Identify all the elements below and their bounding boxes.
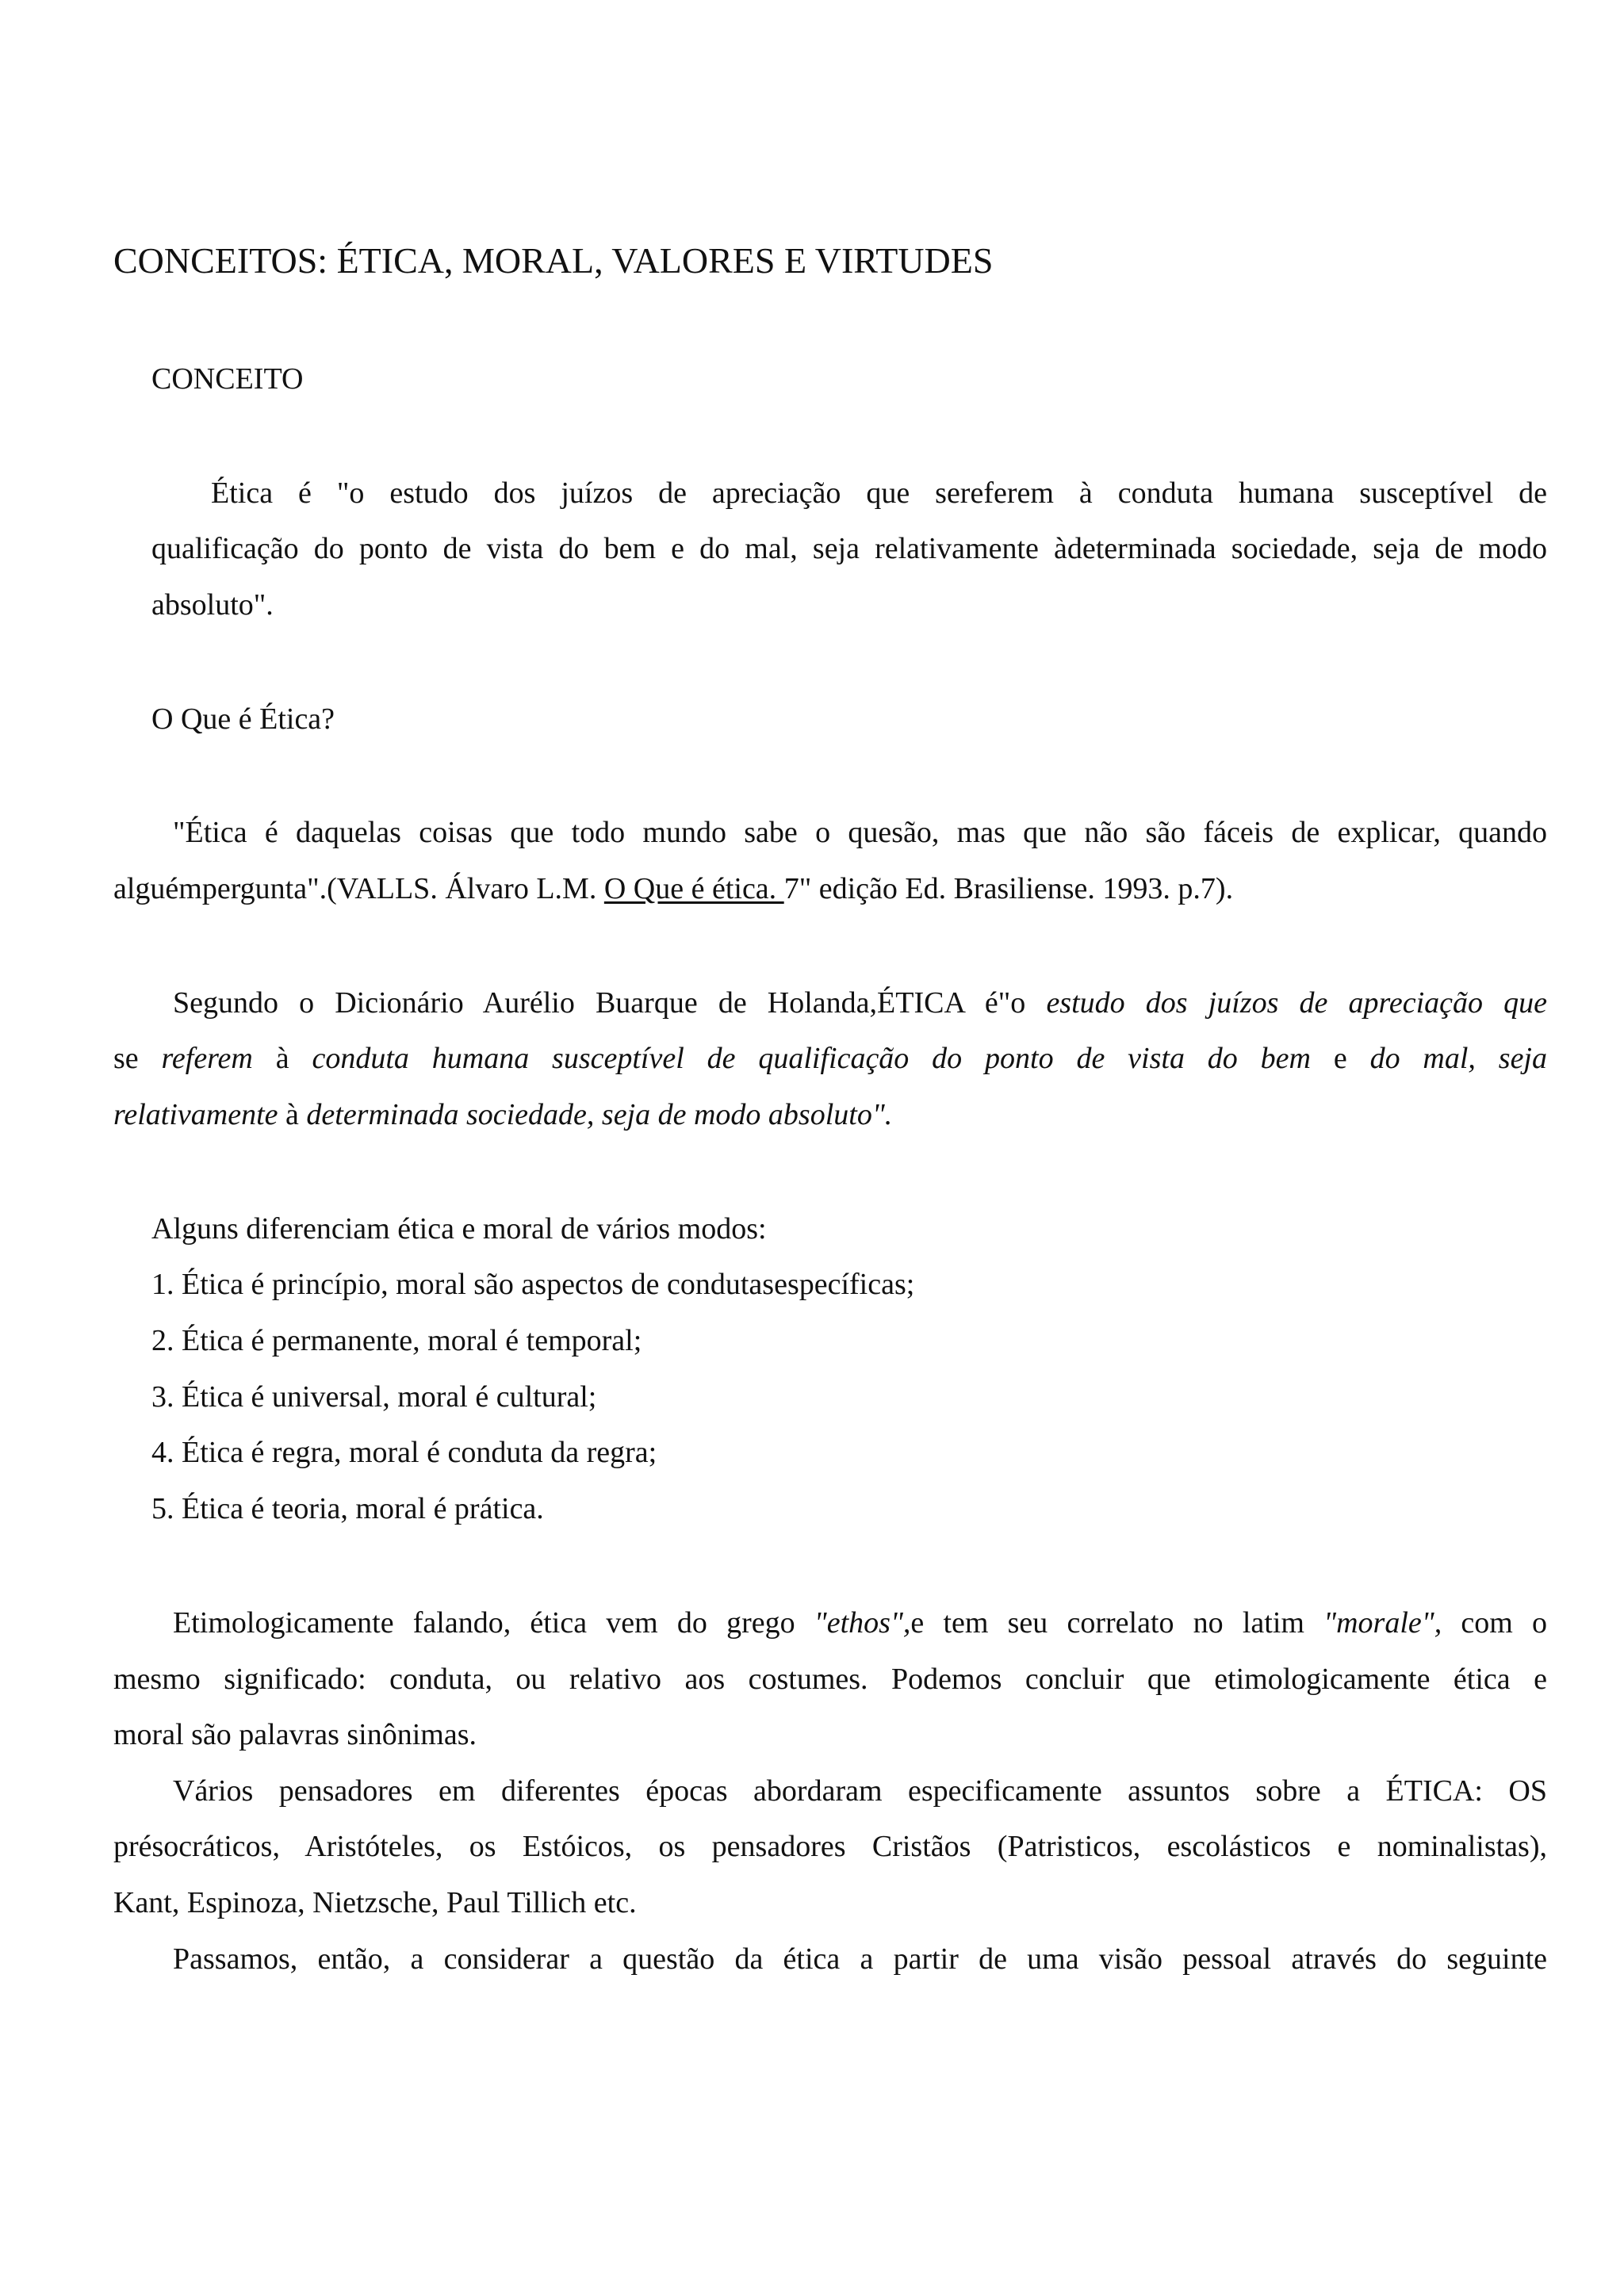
p2-citation-after: 7" edição Ed. Brasiliense. 1993. p.7).	[783, 872, 1234, 905]
list-item: 3. Ética é universal, moral é cultural;	[151, 1380, 597, 1414]
p5-line-1: Vários pensadores em diferentes épocas abordaram especificamente assuntos sobre a ÉTICA: OS	[173, 1774, 1547, 1808]
p2-line-2	[113, 870, 1547, 908]
p3-line-1	[113, 984, 1547, 1022]
p3-l2-d: conduta humana susceptível de qualificação do ponto de vista do bem	[312, 1042, 1311, 1075]
p6-line-1: Passamos, então, a considerar a questão da ética a partir de uma visão pessoal através do seguinte	[173, 1942, 1547, 1976]
p3-l3-b: à	[278, 1098, 307, 1131]
p3-l3-c: determinada sociedade, seja de modo absoluto".	[306, 1098, 893, 1131]
p2-line-1: "Ética é daquelas coisas que todo mundo sabe o quesão, mas que não são fáceis de explicar, quando	[173, 816, 1547, 849]
p4-line-2: mesmo significado: conduta, ou relativo aos costumes. Podemos concluir que etimologicamente ética e	[113, 1663, 1547, 1696]
p3-line-2	[113, 1039, 1547, 1077]
p5-line-3: Kant, Espinoza, Nietzsche, Paul Tillich etc.	[113, 1886, 637, 1919]
p3-l1-b: estudo dos juízos de apreciação que	[1046, 986, 1547, 1020]
p5-line-2: présocráticos, Aristóteles, os Estóicos, os pensadores Cristãos (Patristicos, escolásticos e nominalistas),	[113, 1830, 1547, 1863]
p4-line-1	[113, 1604, 1547, 1642]
p4-ethos: "ethos",	[814, 1606, 911, 1640]
list-item: 1. Ética é princípio, moral são aspectos de condutasespecíficas;	[151, 1268, 915, 1301]
p3-l2-a: se	[113, 1042, 162, 1075]
list-item: 4. Ética é regra, moral é conduta da regra;	[151, 1436, 657, 1469]
p3-l2-b: referem	[161, 1042, 253, 1075]
p2-citation-before: alguémpergunta".(VALLS. Álvaro L.M.	[113, 872, 604, 905]
list-intro: Alguns diferenciam ética e moral de vários modos:	[151, 1212, 767, 1246]
list-item: 2. Ética é permanente, moral é temporal;	[151, 1324, 642, 1357]
p3-l2-c: à	[252, 1042, 312, 1075]
p3-l3-a: relativamente	[113, 1098, 278, 1131]
section-heading: CONCEITO	[151, 362, 304, 396]
p4-morale: "morale",	[1323, 1606, 1442, 1640]
book-title-underlined: O Que é ética.	[603, 872, 784, 905]
question-heading: O Que é Ética?	[151, 702, 335, 736]
p4-line-3: moral são palavras sinônimas.	[113, 1718, 477, 1751]
list-item: 5. Ética é teoria, moral é prática.	[151, 1492, 544, 1525]
p1-line-3: absoluto".	[151, 588, 274, 622]
p1-line-2: qualificação do ponto de vista do bem e do mal, seja relativamente àdeterminada sociedade, seja de modo	[151, 532, 1547, 565]
p3-l1-a: Segundo o Dicionário Aurélio Buarque de Holanda,ÉTICA é"o	[173, 986, 1047, 1020]
p3-l2-f: do mal, seja	[1369, 1042, 1547, 1075]
p1-line-1: Ética é "o estudo dos juízos de apreciação que sereferem à conduta humana susceptível de	[211, 476, 1547, 510]
document-title: CONCEITOS: ÉTICA, MORAL, VALORES E VIRTUDES	[113, 240, 994, 281]
p4-l1-a: Etimologicamente falando, ética vem do grego	[173, 1606, 814, 1640]
p4-l1-e: com o	[1442, 1606, 1548, 1640]
p4-l1-c: e tem seu correlato no latim	[910, 1606, 1324, 1640]
p3-l2-e: e	[1310, 1042, 1370, 1075]
p3-line-3	[113, 1096, 1547, 1134]
